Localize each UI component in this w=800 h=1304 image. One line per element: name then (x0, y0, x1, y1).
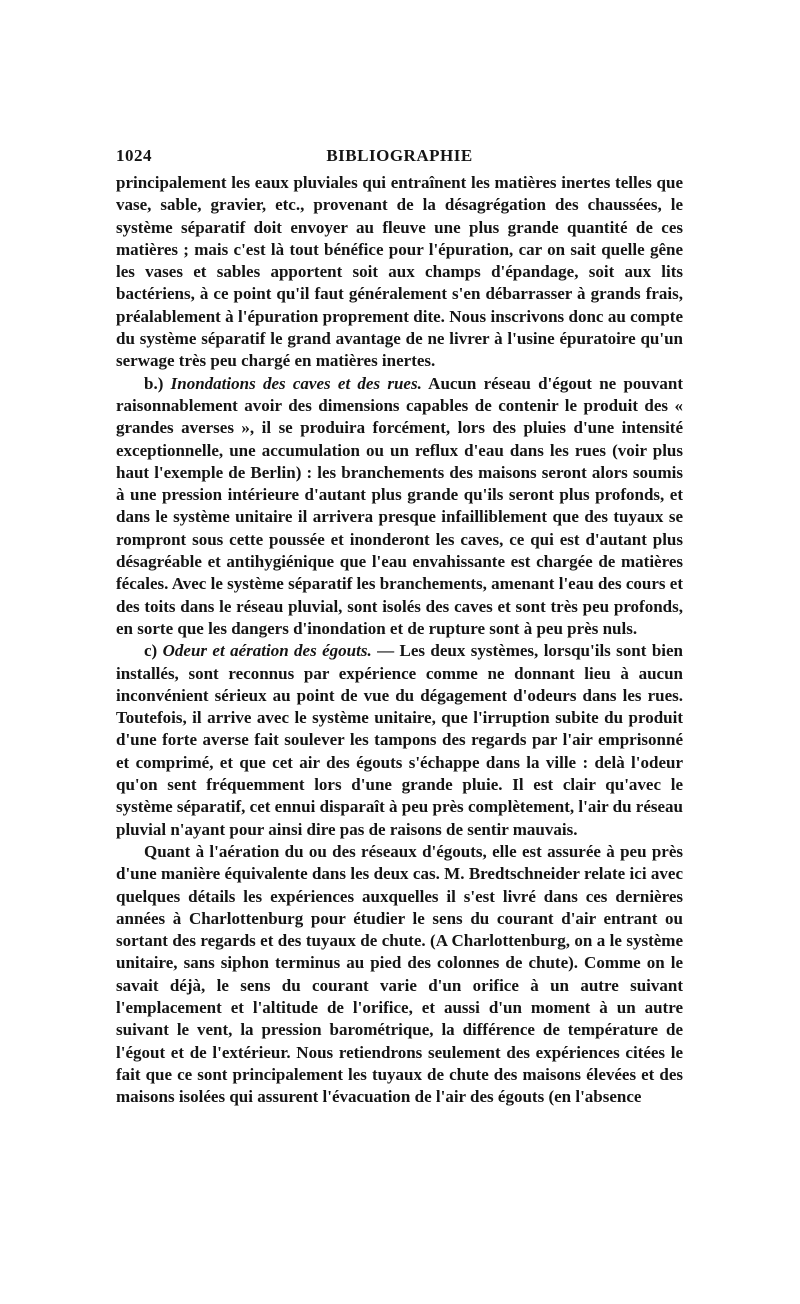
paragraph-inondations-body: Aucun réseau d'égout ne pouvant raisonnablement avoir des dimensions capables de contenir le produit des « grandes averses », il se produira forcément, lors des pluies d'une intensité exceptionnelle, une accumulation ou un reflux d'eau dans les rues (voir plus haut l'exemple de Berlin) : les branchements des maisons seront alors soumis à une pression intérieure d'autant plus grande qu'ils seront plus profonds, et dans le système unitaire il arrivera presque infailliblement que des tuyaux se rompront sous cette poussée et inonderont les caves, ce qui est d'autant plus désagréable et antihygiénique que l'eau envahissante est chargée de matières fécales. Avec le système séparatif les branchements, amenant l'eau des cours et des toits dans le réseau pluvial, sont isolés des caves et sont très peu profonds, en sorte que les dangers d'inondation et de rupture sont à peu près nuls. (116, 373, 683, 638)
running-title: BIBLIOGRAPHIE (326, 146, 473, 165)
paragraph-aeration: Quant à l'aération du ou des réseaux d'égouts, elle est assurée à peu près d'une manière équivalente dans les deux cas. M. Bredtschneider relate ici avec quelques détails les expériences auxquelles il s'est livré dans ces dernières années à Charlottenburg pour étudier le sens du courant d'air entrant ou sortant des regards et des tuyaux de chute. (A Charlottenburg, on a le système unitaire, sans siphon terminus au pied des colonnes de chute). Comme on le savait déjà, le sens du courant varie d'un orifice à un autre suivant l'emplacement et l'altitude de l'orifice, et aussi d'un moment à un autre suivant le vent, la pression barométrique, la différence de température de l'égout et de l'extérieur. Nous retiendrons seulement des expériences citées le fait que ce sont principalement les tuyaux de chute des maisons élevées et des maisons isolées qui assurent l'évacuation de l'air des égouts (en l'absence (116, 841, 683, 1107)
section-label-b: b.) (144, 373, 164, 393)
paragraph-odeur (116, 640, 683, 841)
document-page (116, 144, 683, 1108)
page-number: 1024 (116, 146, 152, 165)
section-heading-odeur: Odeur et aération des égouts. (162, 641, 372, 661)
running-head (116, 144, 683, 172)
paragraph-odeur-body: — Les deux systèmes, lorsqu'ils sont bien installés, sont reconnus par expérience comme ne donnant lieu à aucun inconvénient sérieux au point de vue du dégagement d'odeurs dans les rues. Toutefois, il arrive avec le système unitaire, que l'irruption subite du produit d'une forte averse fait soulever les tampons des regards par l'air emprisonné et comprimé, et que cet air des égouts s'échappe dans la ville : delà l'odeur qu'on sent fréquemment lors d'une grande pluie. Il est clair qu'avec le système séparatif, cet ennui disparaît à peu près complètement, l'air du réseau pluvial n'ayant pour ainsi dire pas de raisons de sentir mauvais. (116, 641, 683, 839)
section-heading-inondations: Inondations des caves et des rues. (170, 373, 422, 393)
paragraph-continuation: principalement les eaux pluviales qui entraînent les matières inertes telles que vase, sable, gravier, etc., provenant de la désagrégation des chaussées, le système séparatif doit envoyer au fleuve une plus grande quantité de ces matières ; mais c'est là tout bénéfice pour l'épuration, car on sait quelle gêne les vases et sables apportent soit aux champs d'épandage, soit aux lits bactériens, à ce point qu'il faut généralement s'en débarrasser à grands frais, préalablement à l'épuration proprement dite. Nous inscrivons donc au compte du système séparatif le grand avantage de ne livrer à l'usine épuratoire qu'un serwage très peu chargé en matières inertes. (116, 173, 683, 371)
body-text (116, 172, 683, 1108)
section-label-c: c) (144, 641, 158, 661)
paragraph-inondations (116, 373, 683, 641)
